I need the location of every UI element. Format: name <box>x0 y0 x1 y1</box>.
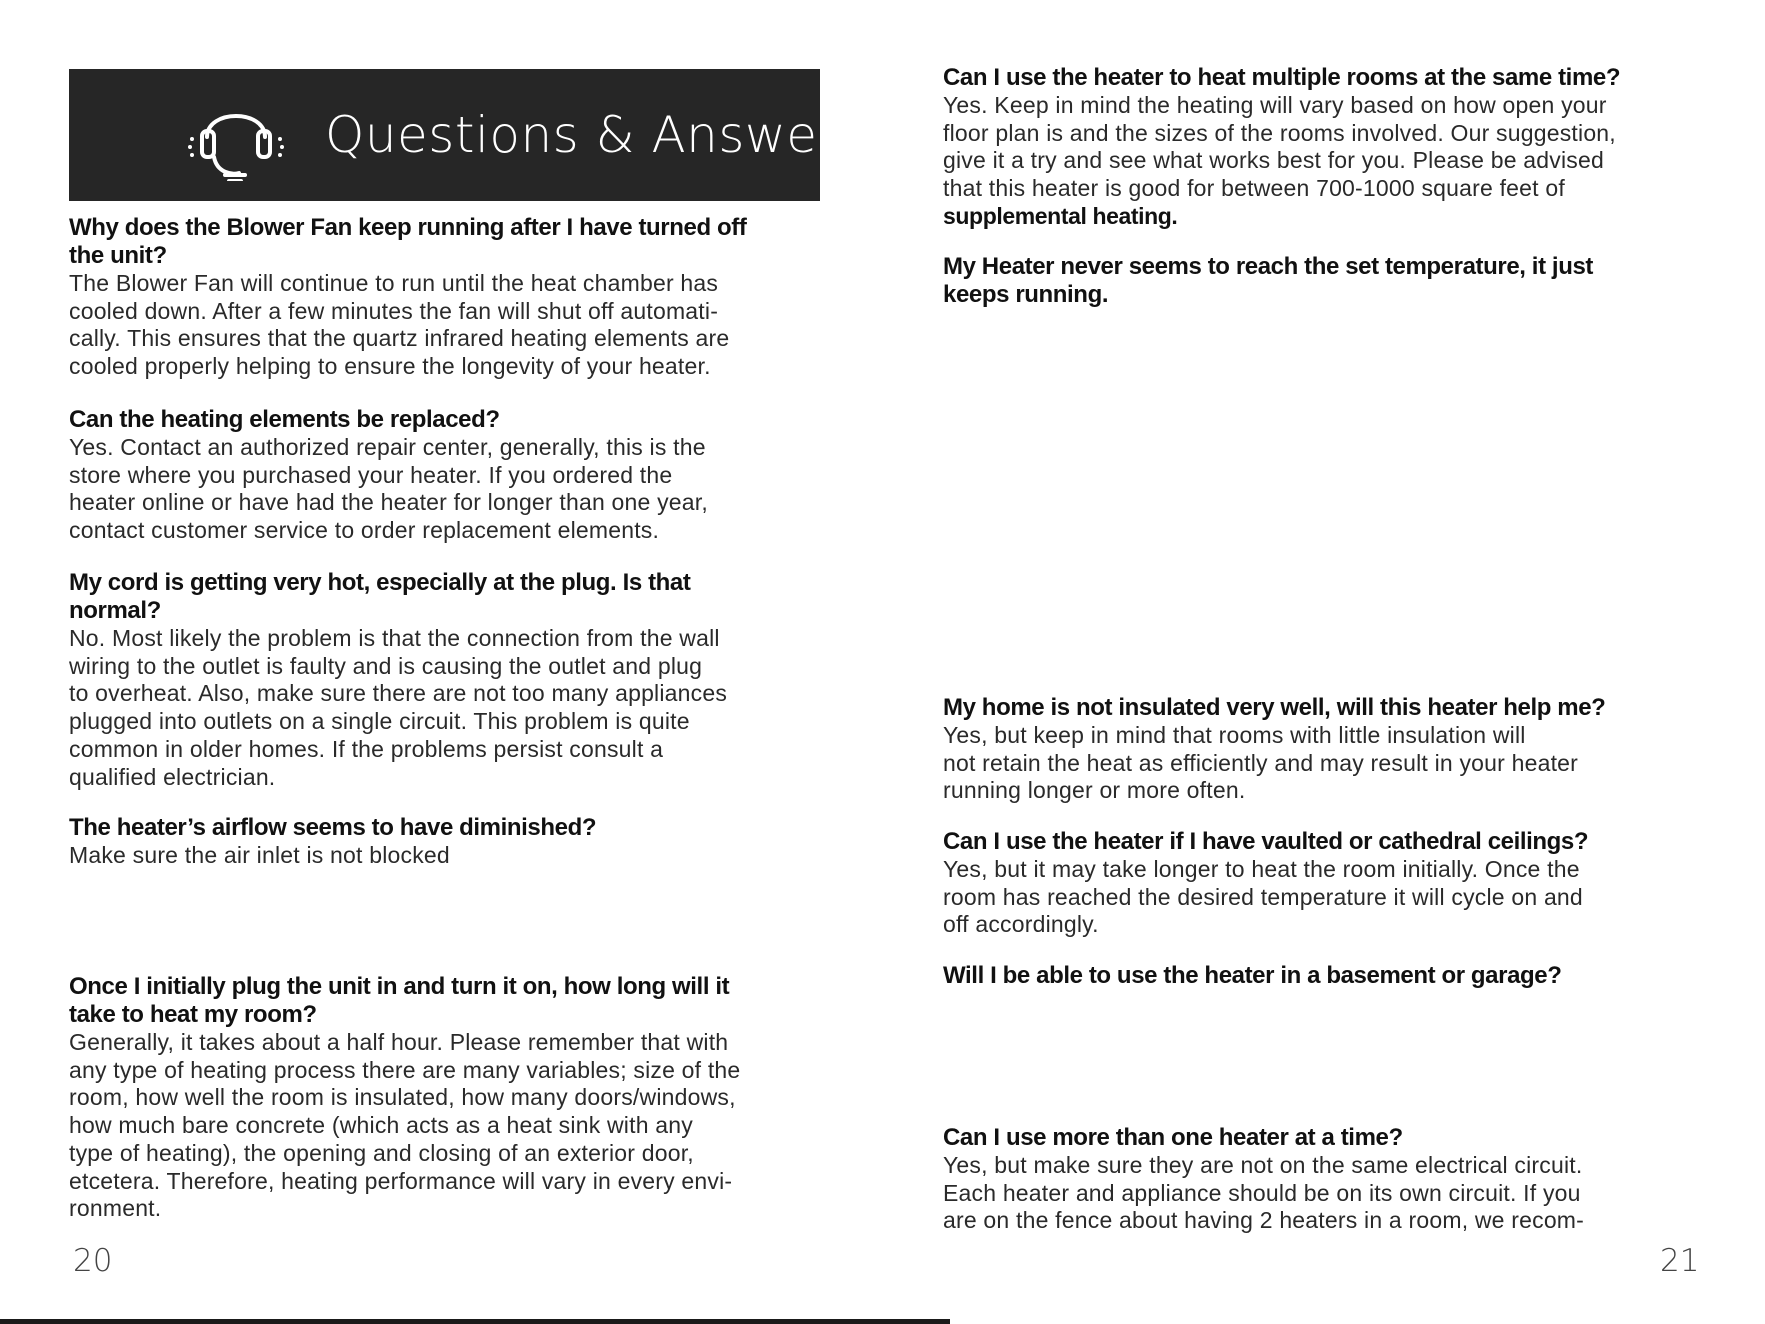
answer-line: Yes. Contact an authorized repair center, generally, this is the <box>69 434 706 460</box>
headset-icon <box>187 89 285 181</box>
answer-line: ronment. <box>69 1195 162 1222</box>
answer-line: cally. This ensures that the quartz infrared heating elements are <box>69 325 730 352</box>
qa-item <box>943 253 1593 309</box>
question-line: My Heater never seems to reach the set temperature, it just <box>943 253 1593 280</box>
answer <box>943 856 1588 939</box>
qa-item <box>943 64 1620 231</box>
answer-line: cooled down. After a few minutes the fan will shut off automati- <box>69 297 719 324</box>
answer <box>943 92 1620 231</box>
header-banner <box>69 69 866 201</box>
question <box>69 214 746 270</box>
page-number: 20 <box>73 1243 113 1279</box>
qa-item <box>943 962 1562 990</box>
qa-item <box>943 1124 1584 1235</box>
question <box>943 1124 1584 1152</box>
answer-line: Make sure the air inlet is not blocked <box>69 842 450 868</box>
qa-item <box>69 569 727 791</box>
question-line: keeps running. <box>943 281 1109 308</box>
qa-item <box>69 214 746 381</box>
answer-line: No. Most likely the problem is that the connection from the wall <box>69 625 720 651</box>
question <box>943 828 1588 856</box>
answer <box>69 625 727 791</box>
question-line: My cord is getting very hot, especially at the plug. Is that <box>69 569 691 596</box>
qa-item <box>943 828 1588 939</box>
question-line: Once I initially plug the unit in and turn it on, how long will it <box>69 973 730 1000</box>
answer-line: running longer or more often. <box>943 777 1246 804</box>
answer-line: to overheat. Also, make sure there are not too many appliances <box>69 680 728 707</box>
qa-item <box>69 406 708 545</box>
answer <box>69 842 596 870</box>
question <box>69 973 740 1029</box>
answer-line: Yes, but make sure they are not on the same electrical circuit. <box>943 1152 1583 1178</box>
answer <box>69 270 746 381</box>
right-page <box>882 0 1765 1324</box>
question-line: Why does the Blower Fan keep running after I have turned off <box>69 214 747 241</box>
question <box>943 253 1593 309</box>
answer-line: room, how well the room is insulated, how many doors/windows, <box>69 1084 736 1111</box>
answer-line: any type of heating process there are many variables; size of the <box>69 1056 741 1083</box>
question <box>69 814 596 842</box>
answer-line: floor plan is and the sizes of the rooms involved. Our suggestion, <box>943 119 1616 146</box>
answer-line: give it a try and see what works best for you. Please be advised <box>943 147 1604 174</box>
question-line: the unit? <box>69 242 167 269</box>
page-title: Questions & Answers <box>325 106 866 164</box>
answer-line: Each heater and appliance should be on its own circuit. If you <box>943 1179 1581 1206</box>
answer-line: how much bare concrete (which acts as a heat sink with any <box>69 1112 693 1139</box>
answer-line: qualified electrician. <box>69 763 276 790</box>
qa-item <box>943 694 1605 805</box>
question-line: Can I use the heater if I have vaulted or cathedral ceilings? <box>943 828 1589 855</box>
question <box>943 962 1562 990</box>
qa-item <box>69 973 740 1223</box>
question-line: normal? <box>69 597 161 624</box>
question-line: The heater’s airflow seems to have diminished? <box>69 814 597 841</box>
qa-item <box>69 814 596 870</box>
question <box>69 569 727 625</box>
answer-line: not retain the heat as efficiently and may result in your heater <box>943 749 1579 776</box>
answer <box>943 722 1605 805</box>
answer-line: Yes, but it may take longer to heat the room initially. Once the <box>943 856 1580 882</box>
answer <box>943 1152 1584 1235</box>
answer-line: cooled properly helping to ensure the longevity of your heater. <box>69 353 711 380</box>
answer-line: are on the fence about having 2 heaters in a room, we recom- <box>943 1207 1585 1234</box>
question-line: Can I use the heater to heat multiple rooms at the same time? <box>943 64 1621 91</box>
question <box>69 406 708 434</box>
question-line: take to heat my room? <box>69 1001 317 1028</box>
answer-line: that this heater is good for between 700-1000 square feet of <box>943 175 1565 202</box>
question <box>943 694 1605 722</box>
answer-line: Yes. Keep in mind the heating will vary based on how open your <box>943 92 1607 118</box>
answer-line: type of heating), the opening and closing of an exterior door, <box>69 1139 694 1166</box>
question-line: Will I be able to use the heater in a basement or garage? <box>943 962 1562 989</box>
answer-line-bold: supplemental heating. <box>943 202 1178 229</box>
answer-line: Generally, it takes about a half hour. Please remember that with <box>69 1029 729 1055</box>
question-line: Can the heating elements be replaced? <box>69 406 500 433</box>
answer-line: off accordingly. <box>943 911 1099 938</box>
question <box>943 64 1620 92</box>
page-number: 21 <box>1660 1243 1700 1279</box>
answer-line: room has reached the desired temperature it will cycle on and <box>943 883 1583 910</box>
left-page <box>0 0 882 1324</box>
answer-line: plugged into outlets on a single circuit. This problem is quite <box>69 708 690 735</box>
answer-line: etcetera. Therefore, heating performance will vary in every envi- <box>69 1167 733 1194</box>
bottom-rule <box>0 1319 950 1324</box>
answer-line: The Blower Fan will continue to run until the heat chamber has <box>69 270 719 296</box>
answer-line: common in older homes. If the problems persist consult a <box>69 735 664 762</box>
question-line: My home is not insulated very well, will this heater help me? <box>943 694 1606 721</box>
answer <box>69 1029 740 1223</box>
answer-line: wiring to the outlet is faulty and is causing the outlet and plug <box>69 652 703 679</box>
answer <box>69 434 708 545</box>
question-line: Can I use more than one heater at a time? <box>943 1124 1403 1151</box>
answer-line: contact customer service to order replacement elements. <box>69 517 660 544</box>
answer-line: heater online or have had the heater for longer than one year, <box>69 489 708 516</box>
answer-line: Yes, but keep in mind that rooms with little insulation will <box>943 722 1526 748</box>
answer-line: store where you purchased your heater. If you ordered the <box>69 461 673 488</box>
